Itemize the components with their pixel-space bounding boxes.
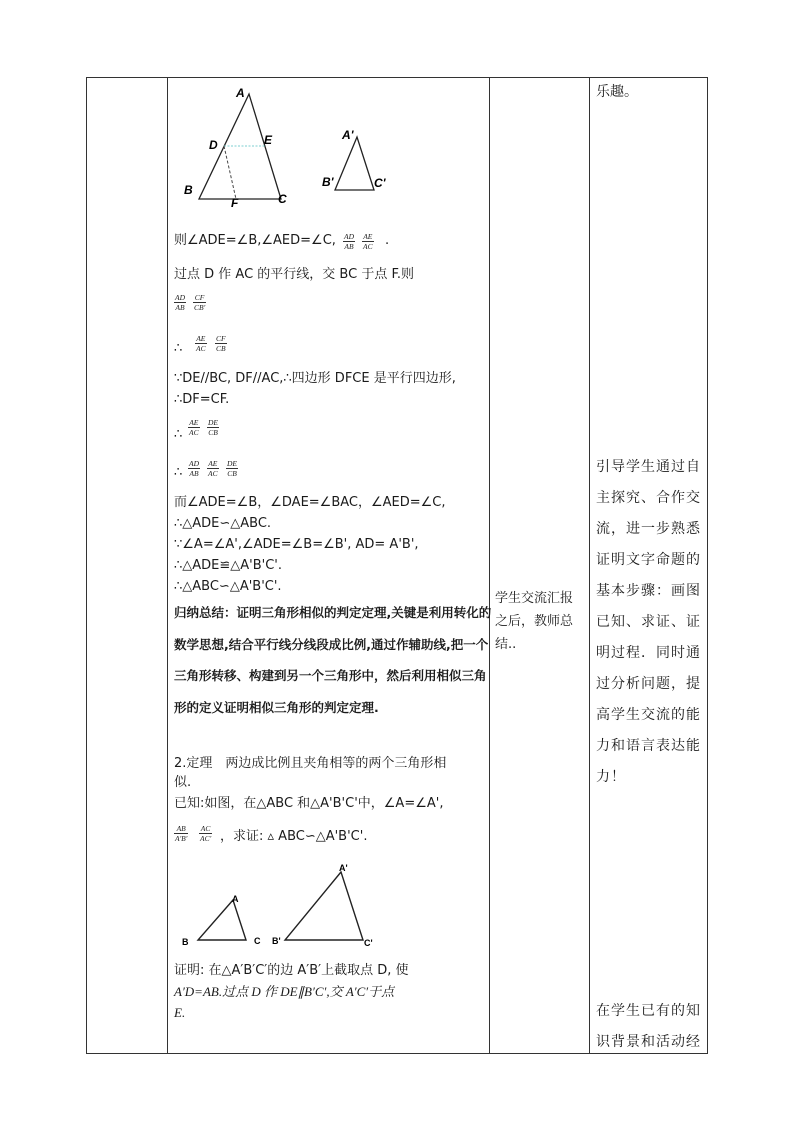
proof2-line2: A′D=AB.过点 D 作 DE∥B′C′,交 A′C′于点 bbox=[174, 984, 395, 999]
frac-num: AD bbox=[344, 232, 354, 241]
frac-num: AD bbox=[175, 293, 185, 302]
label-E: E bbox=[264, 133, 273, 147]
proof1-line2: 过点 D 作 AC 的平行线，交 BC 于点 F.则 bbox=[174, 267, 414, 282]
frac-den: AC bbox=[208, 469, 218, 478]
triangle-figure-1 bbox=[175, 82, 415, 212]
proof1-line9: ∴△ABC∽△A'B'C'. bbox=[174, 579, 282, 594]
col4-middle-text: 引导学生通过自主探究、合作交流，进一步熟悉证明文字命题的基本步骤：画图已知、求证、证明过程．同时通过分析问题，提高学生交流的能力和语言表达能力！ bbox=[596, 459, 701, 785]
frac-num: AB bbox=[174, 824, 188, 834]
fig2-label-C: C bbox=[254, 936, 261, 946]
frac-cf-cb bbox=[193, 293, 206, 312]
student-activity-text: 学生交流汇报之后，教师总结.. bbox=[495, 591, 574, 652]
frac-ae-ac-3 bbox=[188, 418, 200, 437]
fig2-label-A-prime: A' bbox=[339, 863, 348, 873]
proof1-line1-text: 则∠ADE=∠B,∠AED=∠C, bbox=[174, 233, 336, 248]
column-divider-1 bbox=[167, 77, 168, 1053]
frac-num: DE bbox=[208, 418, 218, 427]
proof2-line1: 证明: 在△A′B′C′的边 A′B′上截取点 D, 使 bbox=[174, 963, 409, 978]
frac-ae-ac-4 bbox=[207, 459, 219, 478]
frac-den: CB bbox=[208, 428, 218, 437]
fig2-label-C-prime: C' bbox=[364, 938, 373, 948]
frac-de-cb-2 bbox=[226, 459, 238, 478]
frac-den: AB bbox=[175, 303, 185, 312]
proof1-line5: 而∠ADE=∠B，∠DAE=∠BAC，∠AED=∠C, bbox=[174, 495, 446, 510]
frac-den: AC bbox=[189, 428, 199, 437]
label-A-prime: A' bbox=[342, 128, 354, 142]
frac-num: CF bbox=[194, 293, 205, 302]
proof1-line4: ∴DF=CF. bbox=[174, 392, 230, 407]
frac-ab-a1b1 bbox=[174, 824, 188, 843]
frac-den: CB' bbox=[194, 303, 206, 312]
fig2-label-B: B bbox=[182, 937, 189, 947]
frac-num: AC bbox=[200, 824, 211, 833]
frac-num: AE bbox=[196, 334, 206, 343]
proof1-line1-period: . bbox=[385, 233, 390, 248]
frac-den: AB bbox=[344, 242, 354, 251]
theorem2-line1: 2.定理 两边成比例且夹角相等的两个三角形相 bbox=[174, 756, 447, 771]
frac-den: AC bbox=[363, 242, 373, 251]
frac-ac-a1c1 bbox=[199, 824, 212, 843]
col4-top-text: 乐趣。 bbox=[596, 84, 638, 100]
label-B-prime: B' bbox=[322, 175, 334, 189]
frac-ad-ab-3 bbox=[188, 459, 200, 478]
proof1-line1 bbox=[174, 230, 336, 251]
frac-num: CF bbox=[216, 334, 226, 343]
therefore-symbol-3: ∴ bbox=[174, 465, 183, 480]
label-C: C bbox=[278, 192, 287, 206]
frac-de-cb bbox=[207, 418, 219, 437]
triangle-figure-2 bbox=[175, 858, 395, 958]
frac-den: AC bbox=[196, 344, 206, 353]
theorem2-line2: 似. bbox=[174, 775, 192, 790]
frac-num: AE bbox=[208, 459, 218, 468]
frac-num: AE bbox=[189, 418, 199, 427]
frac-num: DE bbox=[227, 459, 237, 468]
frac-ad-ab-2 bbox=[174, 293, 186, 312]
column-divider-2 bbox=[489, 77, 490, 1053]
therefore-symbol-1: ∴ bbox=[174, 341, 183, 356]
label-A: A bbox=[236, 86, 245, 100]
therefore-symbol-2: ∴ bbox=[174, 427, 183, 442]
theorem2-line3: 已知:如图，在△ABC 和△A'B'C'中，∠A=∠A', bbox=[174, 796, 444, 811]
label-B: B bbox=[184, 183, 193, 197]
frac-ad-ab bbox=[343, 232, 355, 251]
frac-num: AE bbox=[363, 232, 373, 241]
frac-ae-ac-2 bbox=[195, 334, 207, 353]
col4-bottom-text: 在学生已有的知识背景和活动经 bbox=[596, 1003, 701, 1050]
fig2-label-B-prime: B' bbox=[272, 936, 281, 946]
column-divider-3 bbox=[589, 77, 590, 1053]
theorem2-line4: ，求证: ▵ ABC∽△A'B'C'. bbox=[220, 829, 368, 844]
frac-den: AC' bbox=[200, 834, 212, 843]
frac-den: CB bbox=[216, 344, 226, 353]
label-C-prime: C' bbox=[374, 176, 386, 190]
proof1-line3: ∵DE//BC, DF//AC,∴四边形 DFCE 是平行四边形, bbox=[174, 371, 456, 386]
proof1-line6: ∴△ADE∽△ABC. bbox=[174, 516, 272, 531]
proof2-line3: E. bbox=[174, 1005, 186, 1020]
label-D: D bbox=[209, 138, 218, 152]
frac-ae-ac bbox=[362, 232, 374, 251]
fig2-label-A: A bbox=[232, 894, 239, 904]
frac-den: A'B' bbox=[175, 834, 188, 843]
proof1-line7: ∵∠A=∠A',∠ADE=∠B=∠B', AD= A'B', bbox=[174, 537, 419, 552]
proof1-line8: ∴△ADE≌△A'B'C'. bbox=[174, 558, 283, 573]
frac-num: AD bbox=[189, 459, 199, 468]
frac-den: CB bbox=[227, 469, 237, 478]
frac-den: AB bbox=[189, 469, 199, 478]
label-F: F bbox=[231, 196, 239, 210]
frac-cf-cb-2 bbox=[215, 334, 227, 353]
summary-paragraph: 归纳总结：证明三角形相似的判定定理,关键是利用转化的数学思想,结合平行线分线段成比例,通过作辅助线,把一个三角形转移、构建到另一个三角形中，然后利用相似三角形的定义证明相似三角形的判定定理. bbox=[174, 605, 492, 715]
